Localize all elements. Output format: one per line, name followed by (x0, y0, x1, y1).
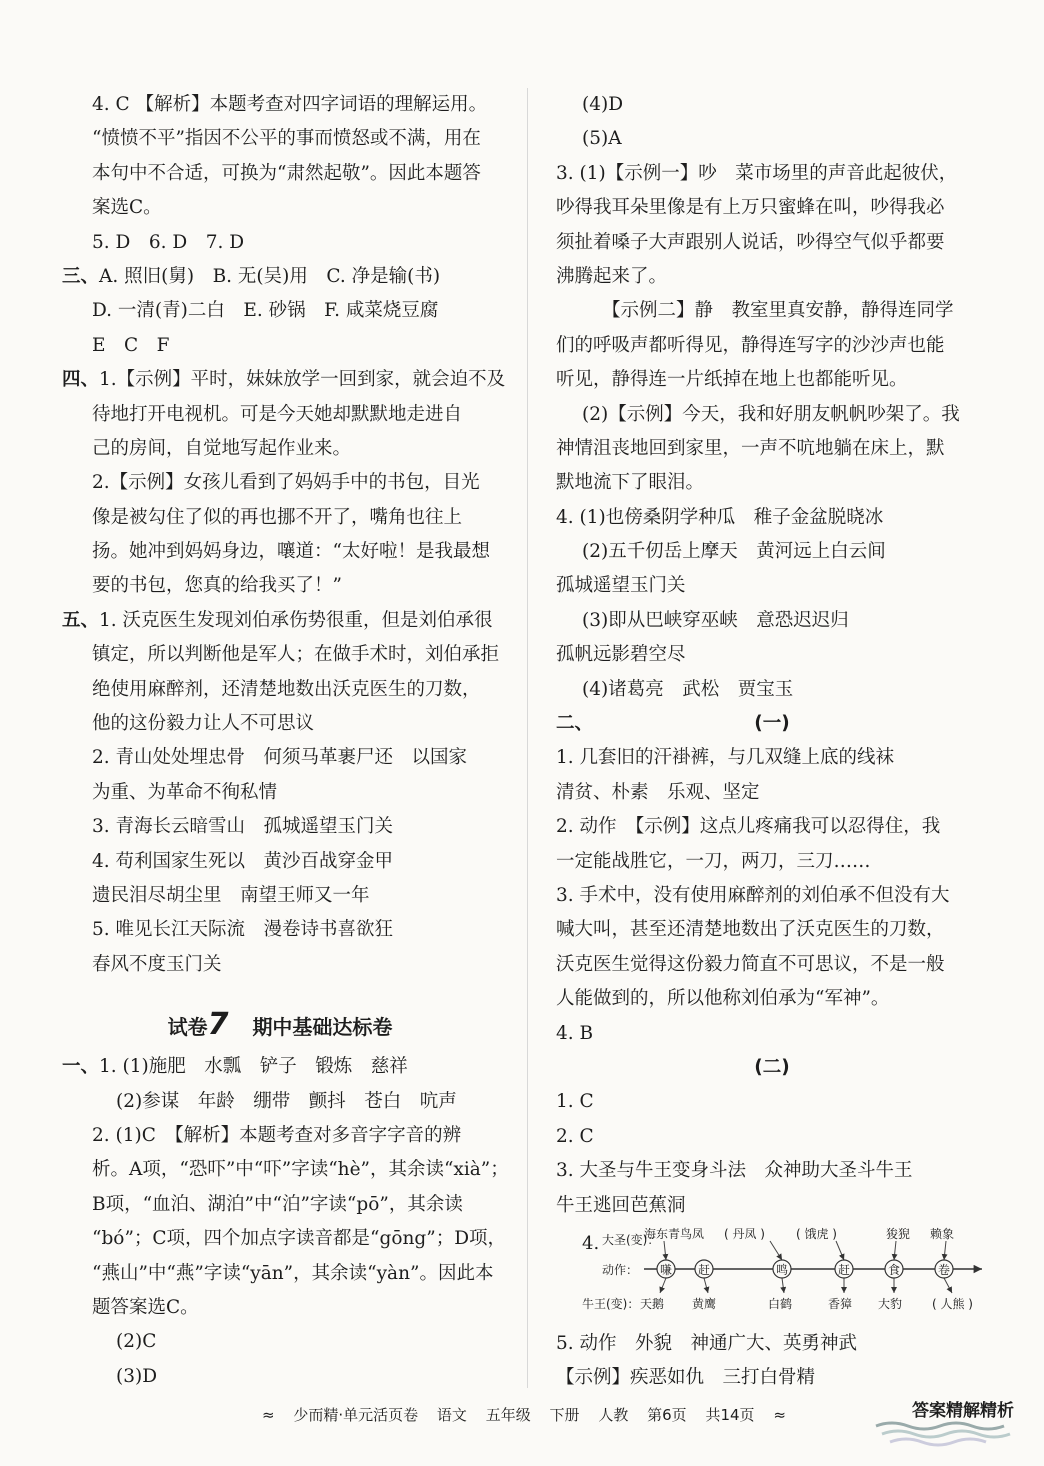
text-line: 孤城遥望玉门关 (556, 575, 686, 597)
dasheng-arrow (894, 1241, 896, 1260)
footer-series: 少而精·单元活页卷 (293, 1406, 419, 1424)
action-char: 食 (888, 1262, 901, 1277)
text-line: “愤愤不平”指因不公平的事而愤怒或不满，用在 (92, 128, 481, 150)
text-line: 春风不度玉门关 (92, 953, 222, 975)
text-line: 镇定，所以判断他是军人；在做手术时，刘伯承拒 (92, 644, 500, 666)
footer-subject: 语文 (436, 1406, 467, 1424)
text-line: 3. 青海长云暗雪山 孤城遥望玉门关 (92, 816, 394, 838)
dasheng-form: 海东青鸟凤 (644, 1226, 705, 1241)
text-line: 2. 动作 【示例】这点儿疼痛我可以忍得住，我 (556, 816, 941, 838)
dasheng-arrow (664, 1241, 666, 1260)
row-label-niuwang: 牛王(变)： (582, 1296, 640, 1311)
dasheng-form: 狻猊 (886, 1226, 911, 1241)
footer-grade: 五年级 (485, 1406, 531, 1424)
section-two-heading (556, 707, 988, 741)
part-two-answers-cont (556, 1327, 988, 1396)
text-line: (2)参谋 年龄 绷带 颤抖 苍白 吭声 (116, 1090, 457, 1112)
text-line: 5. D 6. D 7. D (92, 231, 245, 253)
text-line: 3. 大圣与牛王变身斗法 众神助大圣斗牛王 (556, 1160, 913, 1182)
section-marker: 四、 (62, 369, 100, 391)
text-line: (3)D (116, 1365, 158, 1387)
niuwang-form: 香獐 (828, 1296, 853, 1311)
text-line: 清贫、朴素 乐观、坚定 (556, 781, 760, 803)
action-char: 卷 (938, 1262, 951, 1277)
text-line: (3)即从巴峡穿巫峡 意恐迟迟归 (582, 609, 849, 631)
row-label-actions: 动作： (602, 1262, 639, 1277)
row-label-dasheng: 大圣(变)： (602, 1232, 660, 1247)
text-line: 题答案选C。 (92, 1296, 199, 1318)
text-line: 2. 青山处处埋忠骨 何须马革裹尸还 以国家 (92, 747, 468, 769)
text-line: 案选C。 (92, 197, 162, 219)
text-line: “燕山”中“燕”字读“yān”，其余读“yàn”。因此本 (92, 1262, 494, 1284)
text-line: 为重、为革命不徇私情 (92, 781, 278, 803)
text-line: 1. C (556, 1091, 594, 1113)
paper-title-name: 期中基础达标卷 (252, 1015, 393, 1040)
text-line: 喊大叫，甚至还清楚地数出了沃克医生的刀数， (556, 919, 945, 941)
text-line: 5. 动作 外貌 神通广大、英勇神武 (556, 1332, 858, 1354)
text-line: 像是被勾住了似的再也挪不开了，嘴角也往上 (92, 506, 463, 528)
text-line: 2.【示例】女孩儿看到了妈妈手中的书包，目光 (92, 472, 480, 494)
text-line: 4. 苟利国家生死以 黄沙百战穿金甲 (92, 850, 394, 872)
section-marker: 一、 (62, 1056, 100, 1078)
footer-total: 共14页 (705, 1406, 755, 1424)
text-line: 听见，静得连一片纸掉在地上也都能听见。 (556, 369, 908, 391)
text-line: (2)【示例】今天，我和好朋友帆帆吵架了。我 (582, 403, 960, 425)
footer-wave-right: ≈ (773, 1406, 786, 1424)
paper-title-number: 7 (207, 1007, 229, 1043)
diagram-number: 4. (582, 1232, 600, 1254)
text-line: D. 一清(青)二白 E. 砂锅 F. 咸菜烧豆腐 (92, 300, 439, 322)
dasheng-form: ( 丹凤 ) (724, 1226, 765, 1241)
text-line: 沸腾起来了。 (556, 265, 668, 287)
dasheng-arrow (836, 1241, 844, 1260)
right-answers-block (556, 88, 988, 707)
text-line: (4)D (582, 94, 624, 115)
part-two-answers (556, 1085, 988, 1223)
section-two-label: 二、 (556, 713, 594, 735)
paper-title-prefix: 试卷 (167, 1015, 208, 1040)
niuwang-form: 黄鹰 (692, 1296, 717, 1311)
niuwang-form: 大豹 (878, 1296, 903, 1311)
text-line: 【示例】疾恶如仇 三打白骨精 (556, 1367, 816, 1389)
text-line: (2)C (116, 1331, 157, 1353)
text-line: 4. C 【解析】本题考查对四字词语的理解运用。 (92, 94, 488, 115)
footer-edition: 人教 (598, 1406, 629, 1424)
footer-wave-left: ≈ (262, 1406, 275, 1424)
text-line: 默地流下了眼泪。 (556, 472, 705, 494)
niuwang-form: 天鹅 (640, 1296, 665, 1311)
dasheng-form: ( 饿虎 ) (796, 1226, 837, 1241)
left-answers-block (62, 88, 506, 982)
section-marker: 五、 (62, 609, 100, 631)
niuwang-arrow (782, 1278, 784, 1293)
text-line: 吵得我耳朵里像是有上万只蜜蜂在叫，吵得我必 (556, 197, 945, 219)
footer-info (262, 1404, 800, 1425)
text-line: 们的呼吸声都听得见，静得连写字的沙沙声也能 (556, 334, 945, 356)
action-char: 赶 (838, 1262, 851, 1277)
text-line: 1. 几套旧的汗褂裤，与几双缝上底的线袜 (556, 747, 895, 769)
niuwang-arrow (660, 1278, 666, 1293)
part-one-label: (一) (754, 713, 790, 735)
paper-title (62, 1000, 498, 1050)
text-line: 本句中不合适，可换为“肃然起敬”。因此本题答 (92, 162, 481, 184)
paper7-answers-block (62, 1050, 509, 1394)
niuwang-form: 白鹤 (768, 1296, 793, 1311)
footer-page: 第6页 (647, 1406, 687, 1424)
text-line: B项，“血泊、湖泊”中“泊”字读“pō”，其余读 (92, 1193, 463, 1215)
part-two-label: (二) (754, 1056, 790, 1078)
footer-volume: 下册 (549, 1406, 580, 1424)
text-line: (2)五千仞岳上摩天 黄河远上白云间 (582, 541, 886, 563)
text-line: 人能做到的，所以他称刘伯承为“军神”。 (556, 988, 890, 1010)
text-line: 要的书包，您真的给我买了！” (92, 575, 342, 597)
text-line: 神情沮丧地回到家里，一声不吭地躺在床上，默 (556, 437, 945, 459)
text-line: 牛王逃回芭蕉洞 (556, 1194, 686, 1216)
page-footer (0, 1394, 1044, 1434)
answer-badge: 答案精解精析 (912, 1401, 1014, 1421)
transformation-diagram (556, 1223, 988, 1327)
text-line: 他的这份毅力让人不可思议 (92, 713, 315, 735)
column-divider (527, 88, 528, 1388)
niuwang-form: ( 人熊 ) (932, 1296, 973, 1311)
section-marker: 三、 (62, 265, 100, 287)
right-column (556, 88, 988, 1396)
text-line: 遗民泪尽胡尘里 南望王师又一年 (92, 884, 370, 906)
left-column (62, 88, 509, 1394)
dasheng-arrow (944, 1241, 946, 1260)
part-one-answers (556, 741, 988, 1051)
text-line: 须扯着嗓子大声跟别人说话，吵得空气似乎都要 (556, 231, 945, 253)
text-line: 析。A项，“恐吓”中“吓”字读“hè”，其余读“xià”； (92, 1159, 509, 1181)
niuwang-arrow (944, 1278, 952, 1293)
niuwang-arrow (704, 1278, 708, 1293)
text-line: 3. 手术中，没有使用麻醉剂的刘伯承不但没有大 (556, 884, 950, 906)
text-line: 一定能战胜它，一刀，两刀，三刀…… (556, 850, 871, 872)
text-line: 2. C (556, 1125, 594, 1147)
text-line: 沃克医生觉得这份毅力简直不可思议，不是一般 (556, 953, 945, 975)
action-char: 赶 (698, 1262, 711, 1277)
text-line: 2. (1)C 【解析】本题考查对多音字字音的辨 (92, 1124, 462, 1146)
text-line: E C F (92, 334, 170, 356)
text-line: 【示例二】静 教室里真安静，静得连同学 (602, 300, 954, 322)
text-line: (5)A (582, 128, 622, 150)
text-line: 一、1. (1)施肥 水瓢 铲子 锻炼 慈祥 (62, 1056, 408, 1078)
action-char: 嗛 (660, 1262, 673, 1277)
action-char: 鸣 (776, 1262, 789, 1277)
text-line: 5. 唯见长江天际流 漫卷诗书喜欲狂 (92, 919, 394, 941)
text-line: (4)诸葛亮 武松 贾宝玉 (582, 678, 794, 700)
text-line: 4. B (556, 1022, 594, 1044)
text-line: 4. (1)也傍桑阴学种瓜 稚子金盆脱晓冰 (556, 506, 884, 528)
wave-decoration-icon (872, 1418, 1022, 1448)
text-line: 五、1. 沃克医生发现刘伯承伤势很重，但是刘伯承很 (62, 609, 493, 631)
text-line: “bó”；C项，四个加点字读音都是“gōng”；D项， (92, 1228, 507, 1250)
text-line: 孤帆远影碧空尽 (556, 644, 686, 666)
text-line: 己的房间，自觉地写起作业来。 (92, 437, 352, 459)
dasheng-form: 赖象 (930, 1226, 955, 1241)
dasheng-arrow (770, 1241, 782, 1260)
text-line: 绝使用麻醉剂，还清楚地数出沃克医生的刀数， (92, 678, 481, 700)
text-line: 三、A. 照旧(舅) B. 无(吴)用 C. 净是输(书) (62, 265, 441, 287)
text-line: 扬。她冲到妈妈身边，嚷道：“太好啦！是我最想 (92, 541, 490, 563)
text-line: 3. (1)【示例一】吵 菜市场里的声音此起彼伏， (556, 162, 958, 184)
text-line: 待地打开电视机。可是今天她却默默地走进自 (92, 403, 463, 425)
text-line: 四、1.【示例】平时，妹妹放学一回到家，就会迫不及 (62, 369, 506, 391)
